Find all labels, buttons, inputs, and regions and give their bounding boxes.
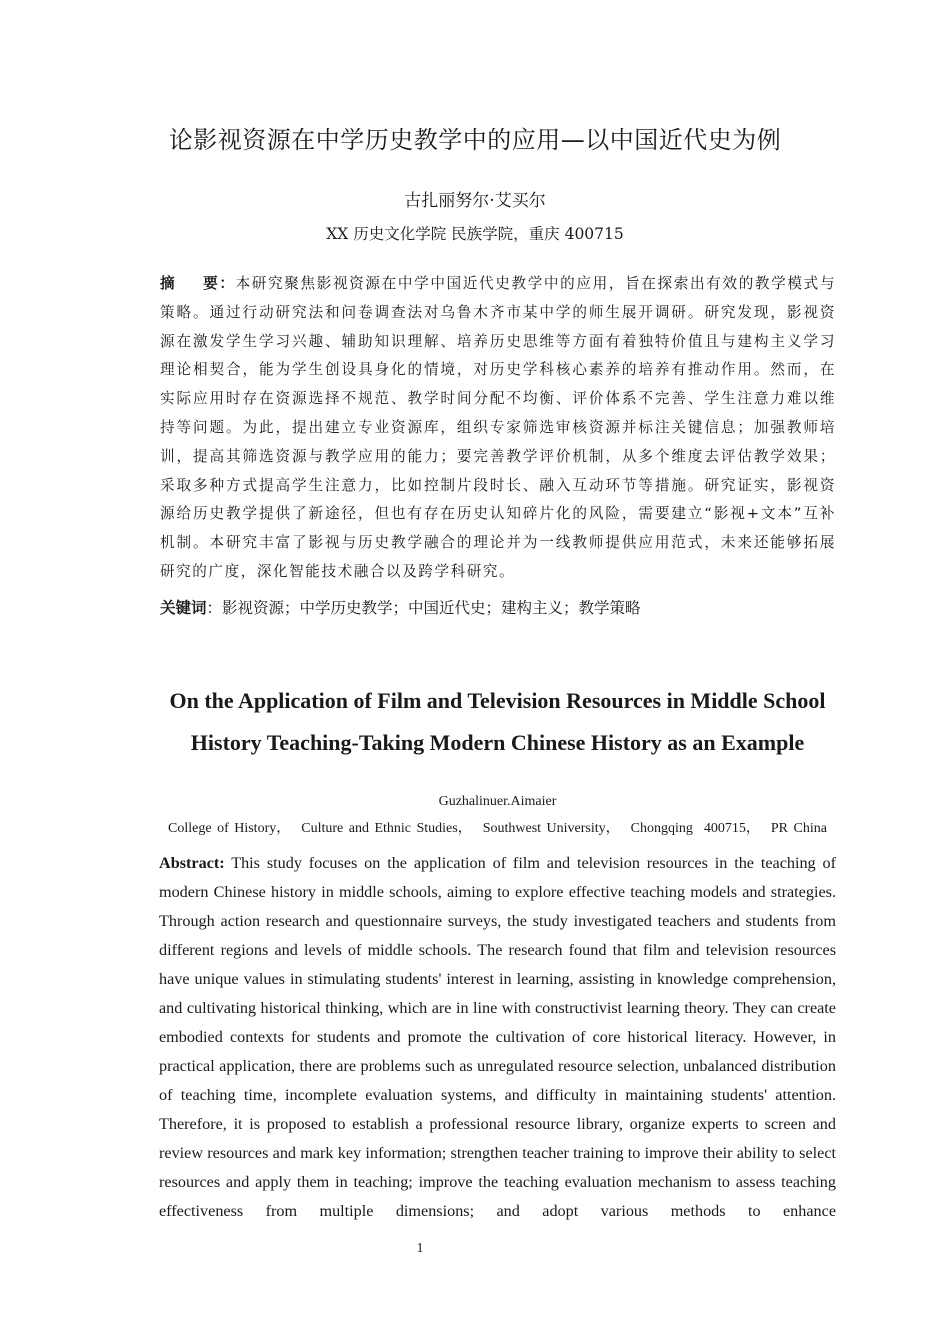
chinese-keywords-text: ：影视资源；中学历史教学；中国近代史；建构主义；教学策略 [206,599,641,617]
chinese-abstract-text: 本研究聚焦影视资源在中学中国近代史教学中的应用，旨在探索出有效的教学模式与策略。通过行动研究法和问卷调查法对乌鲁木齐市某中学的师生展开调研。研究发现，影视资源在激发学生学习兴趣、辅助知识理解、培养历史思维等方面有着独特价值且与建构主义学习理论相契合，能为学生创设具身化的情境，对历史学科核心素养的培养有推动作用。然而，在实际应用时存在资源选择不规范、教学时间分配不均衡、评价体系不完善、学生注意力难以维持等问题。为此，提出建立专业资源库，组织专家筛选审核资源并标注关键信息；加强教师培训，提高其筛选资源与教学应用的能力；要完善教学评价机制，从多个维度去评估教学效果；采取多种方式提高学生注意力，比如控制片段时长、融入互动环节等措施。研究证实，影视资源给历史教学提供了新途径，但也有存在历史认知碎片化的风险，需要建立“影视+文本”互补机制。本研究丰富了影视与历史教学融合的理论并为一线教师提供应用范式，未来还能够拓展研究的广度，深化智能技术融合以及跨学科研究。 [160,275,836,580]
chinese-author: 古扎丽努尔·艾买尔 [404,191,546,211]
chinese-abstract [160,270,836,587]
chinese-affiliation: XX 历史文化学院 民族学院，重庆 400715 [326,225,624,243]
chinese-keywords [160,594,836,622]
chinese-title: 论影视资源在中学历史教学中的应用—以中国近代史为例 [168,126,782,154]
page-number: 1 [416,1241,424,1256]
english-abstract [159,849,836,1226]
english-author: Guzhalinuer.Aimaier [438,794,557,809]
english-abstract-label: Abstract: [159,854,225,872]
english-affiliation: College of History， Culture and Ethnic Studies， Southwest University， Chongqing 400715， PR China [168,821,827,836]
english-abstract-text: This study focuses on the application of film and television resources in the teaching of modern Chinese history in middle schools, aiming to explore effective teaching models and strategies. Through action research and questionnaire surveys, the study investigated teachers and students from different regions and levels of middle schools. The research found that film and television resources have unique values in stimulating students' interest in learning, assisting in knowledge comprehension, and cultivating historical thinking, which are in line with constructivist learning theory. They can create embodied contexts for students and promote the cultivation of core historical literacy. However, in practical application, there are problems such as unregulated resource selection, unbalanced distribution of teaching time, incomplete evaluation systems, and difficulty in maintaining students' attention. Therefore, it is proposed to establish a professional resource library, organize experts to screen and review resources and mark key information; strengthen teacher training to improve their ability to select resources and apply them in teaching; improve the teaching evaluation mechanism to assess teaching effectiveness from multiple dimensions; and adopt various methods to enhance [159,854,836,1220]
chinese-abstract-label: 摘 要： [160,275,236,292]
english-title: On the Application of Film and Television Resources in Middle School History Teaching-Taking Modern Chinese History as an Example [169,688,826,755]
chinese-keywords-label: 关键词 [160,599,207,617]
